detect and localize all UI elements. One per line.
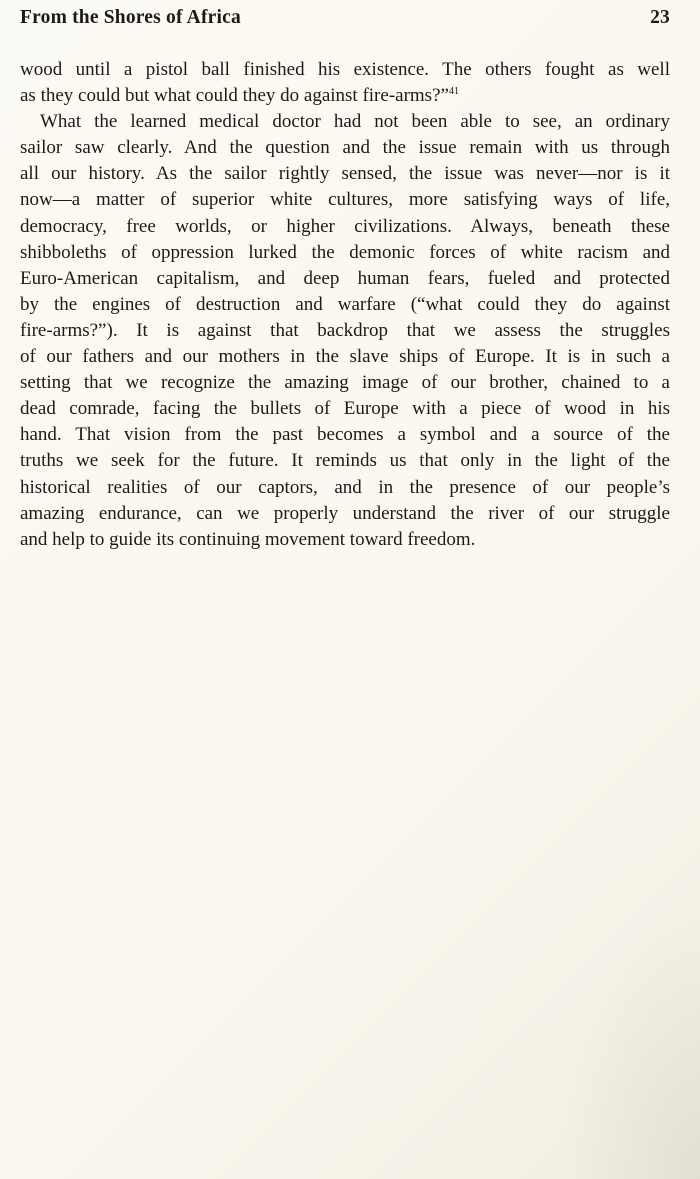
text-line-content: as they could but what could they do against fire-arms?” [20, 85, 449, 107]
body-text [20, 57, 670, 553]
text-line: now—a matter of superior white cultures, more satisfying ways of life, [20, 189, 670, 211]
text-line: Euro-American capitalism, and deep human fears, fueled and protected [20, 267, 670, 289]
text-line: by the engines of destruction and warfare (“what could they do against [20, 293, 670, 315]
text-line: dead comrade, facing the bullets of Europe with a piece of wood in his [20, 398, 670, 420]
text-line: amazing endurance, can we properly understand the river of our struggle [20, 502, 670, 524]
text-line: all our history. As the sailor rightly sensed, the issue was never—nor is it [20, 163, 670, 185]
text-line: historical realities of our captors, and in the presence of our people’s [20, 476, 670, 498]
paragraph [20, 109, 670, 553]
footnote-marker: 41 [448, 86, 459, 98]
text-line: wood until a pistol ball finished his existence. The others fought as well [20, 59, 670, 80]
text-line [20, 83, 670, 109]
text-line: democracy, free worlds, or higher civilizations. Always, beneath these [20, 215, 670, 237]
running-header [20, 7, 670, 35]
paragraph-continued [20, 57, 670, 109]
text-line: of our fathers and our mothers in the slave ships of Europe. It is in such a [20, 346, 670, 368]
text-line: shibboleths of oppression lurked the demonic forces of white racism and [20, 241, 670, 263]
text-line: and help to guide its continuing movement toward freedom. [20, 528, 476, 550]
running-title: From the Shores of Africa [20, 7, 241, 28]
text-line: hand. That vision from the past becomes a symbol and a source of the [20, 424, 670, 446]
text-line: What the learned medical doctor had not been able to see, an ordinary [40, 111, 670, 133]
page-number: 23 [650, 7, 670, 28]
text-line: sailor saw clearly. And the question and the issue remain with us through [20, 137, 670, 159]
text-line: truths we seek for the future. It reminds us that only in the light of the [20, 450, 670, 472]
paper-texture [560, 899, 700, 1179]
text-line: setting that we recognize the amazing image of our brother, chained to a [20, 372, 670, 394]
text-line: fire-arms?”). It is against that backdrop that we assess the struggles [20, 319, 670, 341]
